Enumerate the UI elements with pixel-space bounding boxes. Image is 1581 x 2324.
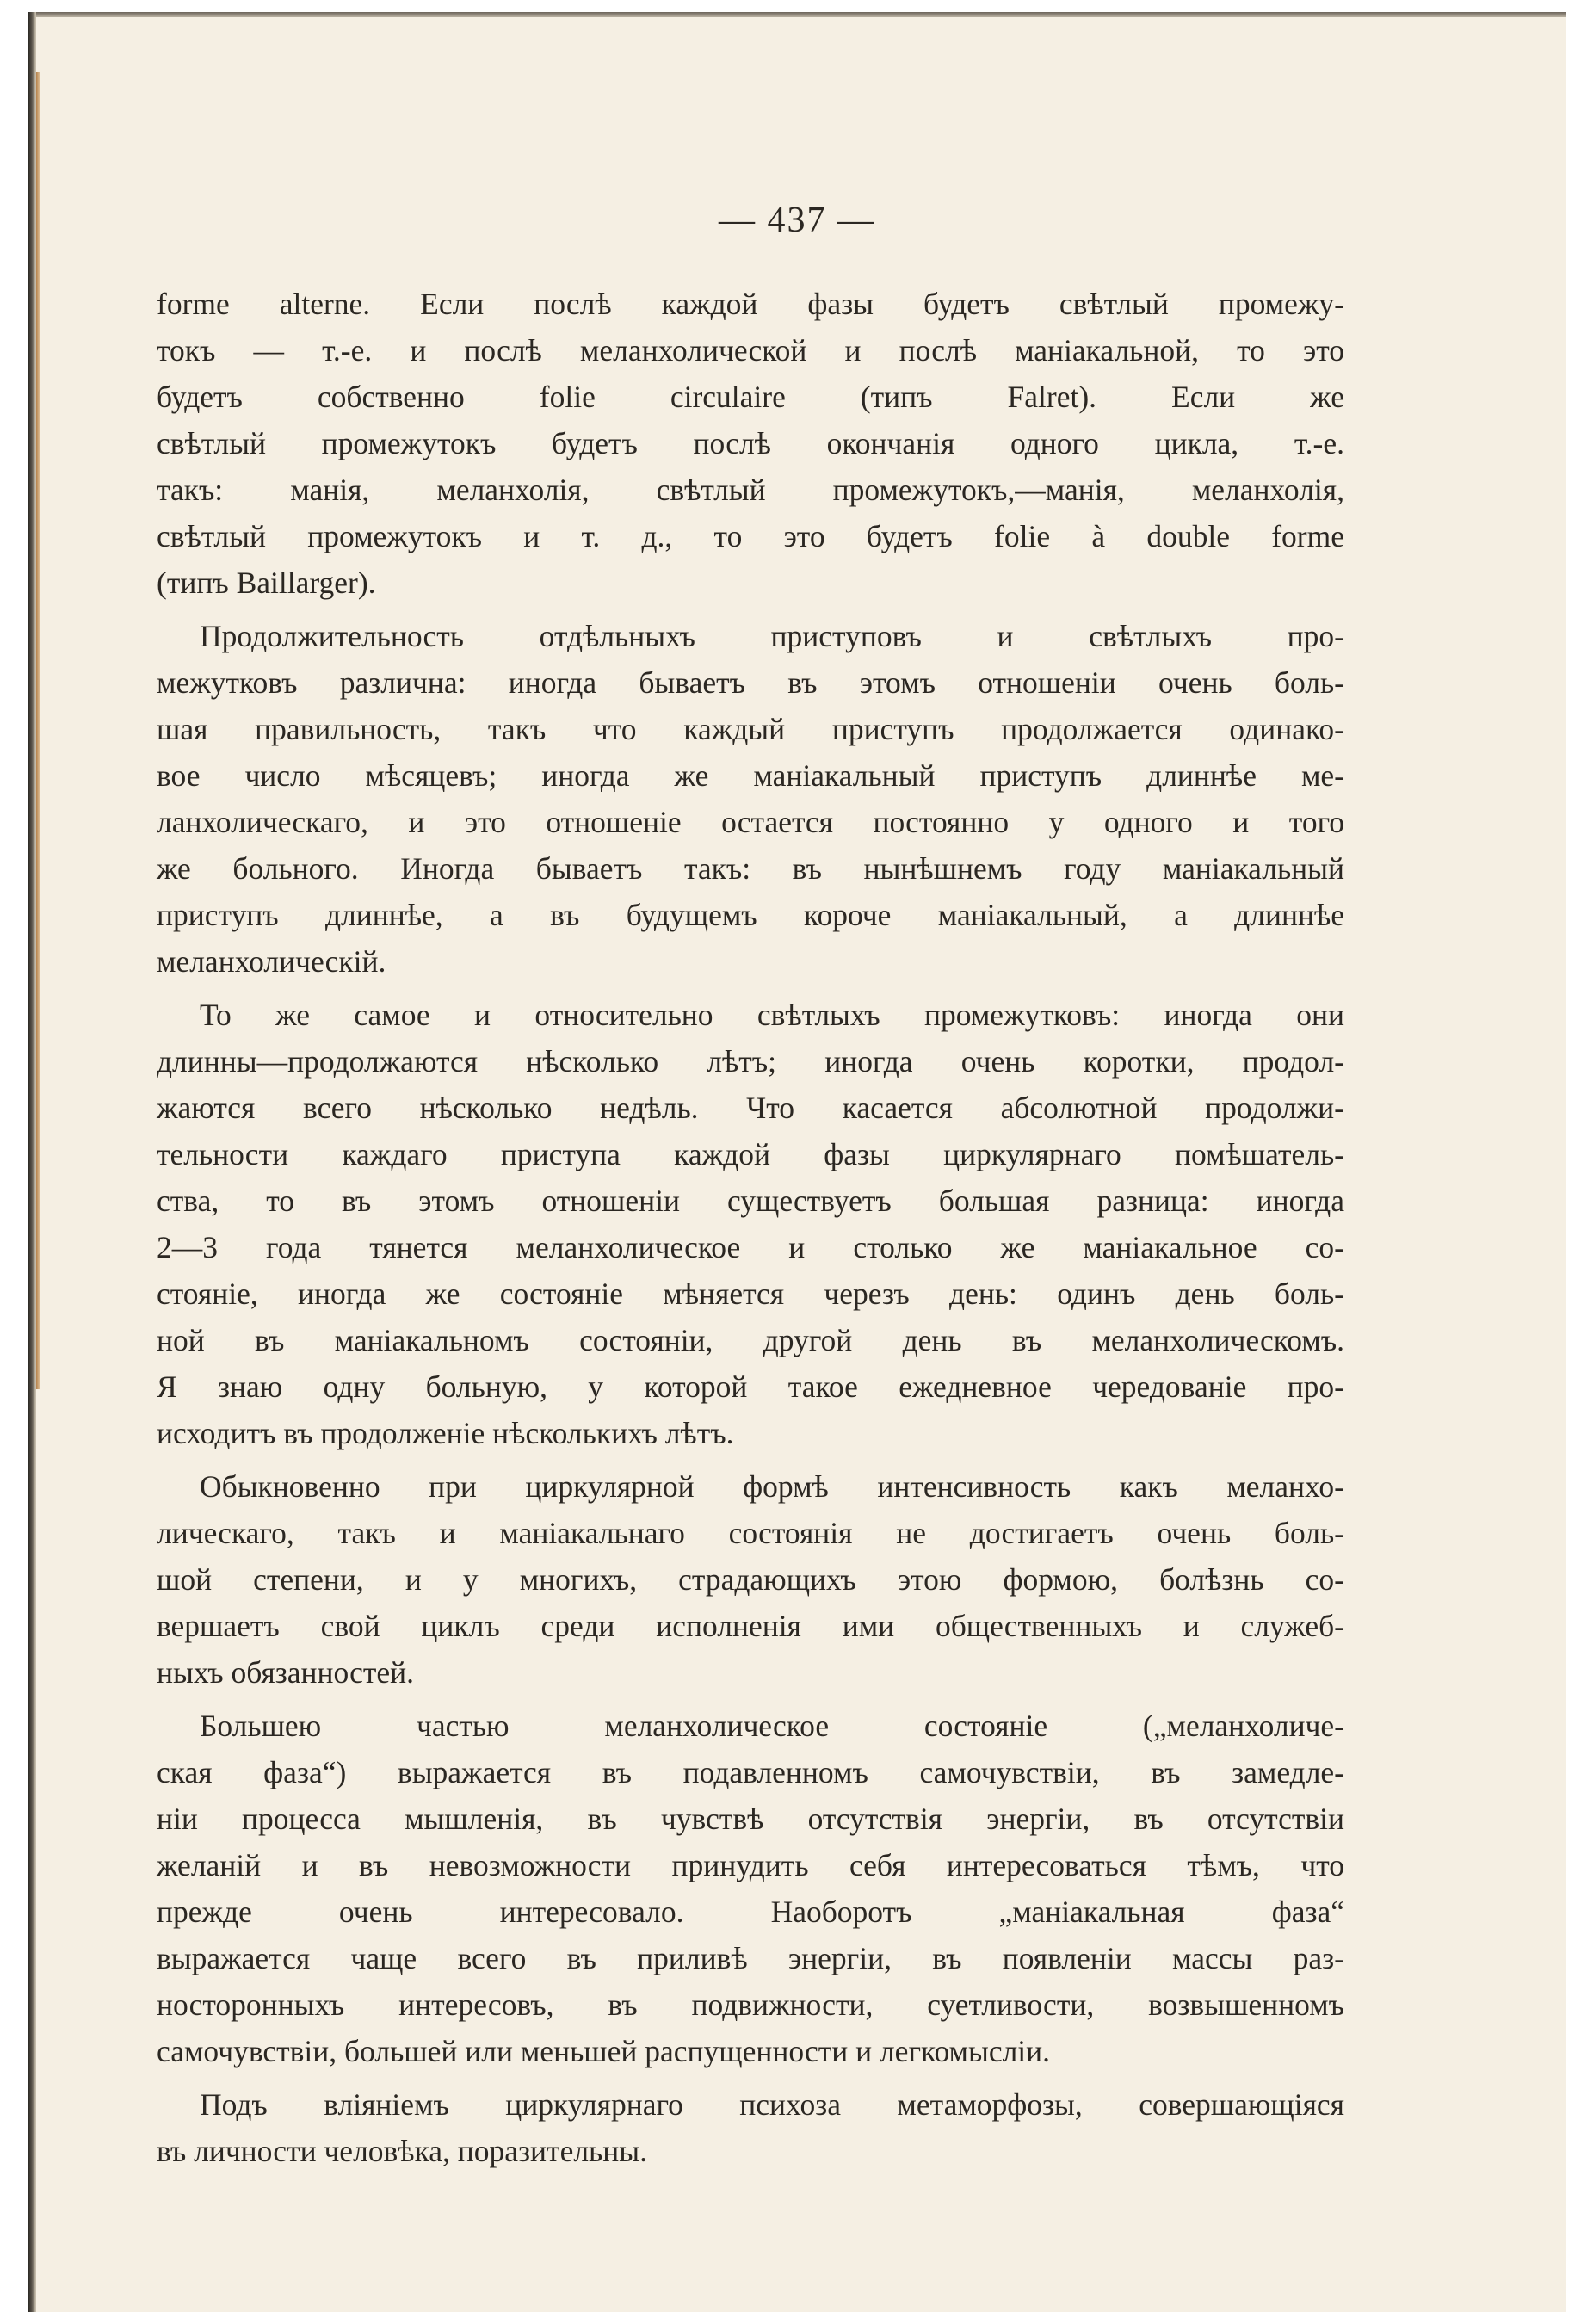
page-number: — 437 — — [719, 201, 875, 240]
text-line: 2—3 года тянется меланхолическое и столько же маніакальное со- — [157, 1230, 1344, 1264]
text-line: такъ: манія, меланхолія, свѣтлый промежутокъ,—манія, меланхолія, — [157, 473, 1344, 507]
text-line: ныхъ обязанностей. — [157, 1655, 415, 1690]
text-line: вое число мѣсяцевъ; иногда же маніакальный приступъ длиннѣе ме- — [157, 758, 1344, 793]
text-line: Я знаю одну больную, у которой такое ежедневное чередованіе про- — [157, 1369, 1344, 1404]
text-line: исходитъ въ продолженіе нѣсколькихъ лѣтъ. — [157, 1416, 734, 1450]
text-line: меланхолическій. — [157, 944, 386, 979]
text-line: forme alterne. Если послѣ каждой фазы будетъ свѣтлый промежу- — [157, 287, 1344, 321]
text-line: (типъ Baillarger). — [157, 566, 376, 600]
paragraph-gap — [157, 2074, 1344, 2081]
text-line: приступъ длиннѣе, а въ будущемъ короче маніакальный, а длиннѣе — [157, 898, 1344, 932]
page-edge-stain — [36, 72, 40, 1389]
text-line: Подъ вліяніемъ циркулярнаго психоза метаморфозы, совершающіяся — [200, 2087, 1344, 2122]
paragraph — [157, 613, 1344, 985]
paragraph-gap — [157, 606, 1344, 613]
text-line: стояніе, иногда же состояніе мѣняется черезъ день: одинъ день боль- — [157, 1276, 1344, 1311]
text-line: То же самое и относительно свѣтлыхъ промежутковъ: иногда они — [200, 998, 1344, 1032]
text-line: прежде очень интересовало. Наоборотъ „маніакальная фаза“ — [157, 1894, 1344, 1929]
page-binding-edge — [28, 12, 36, 2312]
text-line: длинны—продолжаются нѣсколько лѣтъ; иногда очень коротки, продол- — [157, 1044, 1344, 1079]
text-line: выражается чаще всего въ приливѣ энергіи, въ появленіи массы раз- — [157, 1941, 1344, 1975]
paragraph-gap — [157, 985, 1344, 992]
text-line: токъ — т.-е. и послѣ меланхолической и послѣ маніакальной, то это — [157, 333, 1344, 368]
text-line: жаются всего нѣсколько недѣль. Что касается абсолютной продолжи- — [157, 1091, 1344, 1125]
text-line: вершаетъ свой циклъ среди исполненія ими общественныхъ и служеб- — [157, 1609, 1344, 1643]
text-line: будетъ собственно folie circulaire (типъ Falret). Если же — [157, 380, 1344, 414]
text-line: Обыкновенно при циркулярной формѣ интенсивность какъ меланхо- — [200, 1469, 1344, 1504]
paragraph-gap — [157, 1696, 1344, 1703]
text-line: Продолжительность отдѣльныхъ приступовъ и свѣтлыхъ про- — [200, 619, 1344, 653]
text-line: ская фаза“) выражается въ подавленномъ самочувствіи, въ замедле- — [157, 1755, 1344, 1789]
text-line: въ личности человѣка, поразительны. — [157, 2134, 647, 2168]
text-line: самочувствіи, большей или меньшей распущенности и легкомысліи. — [157, 2034, 1051, 2068]
text-line: ства, то въ этомъ отношеніи существуетъ большая разница: иногда — [157, 1184, 1344, 1218]
text-line: шой степени, и у многихъ, страдающихъ этою формою, болѣзнь со- — [157, 1562, 1344, 1597]
paragraph — [157, 992, 1344, 1456]
body-text — [157, 281, 1344, 2174]
text-line: ланхолическаго, и это отношеніе остается постоянно у одного и того — [157, 805, 1344, 839]
text-line: свѣтлый промежутокъ и т. д., то это будетъ folie à double forme — [157, 519, 1344, 553]
text-line: межутковъ различна: иногда бываетъ въ этомъ отношеніи очень боль- — [157, 665, 1344, 700]
paragraph-gap — [157, 1456, 1344, 1463]
paragraph — [157, 1463, 1344, 1696]
paragraph — [157, 2081, 1344, 2174]
text-line: же больного. Иногда бываетъ такъ: въ нынѣшнемъ году маніакальный — [157, 851, 1344, 886]
text-line: носторонныхъ интересовъ, въ подвижности, суетливости, возвышенномъ — [157, 1987, 1344, 2022]
text-line: лическаго, такъ и маніакальнаго состоянія не достигаетъ очень боль- — [157, 1516, 1344, 1550]
text-line: ной въ маніакальномъ состояніи, другой день въ меланхолическомъ. — [157, 1323, 1344, 1357]
text-line: свѣтлый промежутокъ будетъ послѣ окончанія одного цикла, т.-е. — [157, 426, 1344, 460]
text-line: желаній и въ невозможности принудить себя интересоваться тѣмъ, что — [157, 1848, 1344, 1882]
text-line: Большею частью меланхолическое состояніе („меланхоличе- — [200, 1709, 1344, 1743]
text-line: шая правильность, такъ что каждый приступъ продолжается одинако- — [157, 712, 1344, 746]
book-page — [28, 12, 1566, 2312]
paragraph — [157, 281, 1344, 606]
text-line: ніи процесса мышленія, въ чувствѣ отсутствія энергіи, въ отсутствіи — [157, 1802, 1344, 1836]
paragraph — [157, 1703, 1344, 2074]
text-line: тельности каждаго приступа каждой фазы циркулярнаго помѣшатель- — [157, 1137, 1344, 1171]
page-top-edge — [28, 12, 1566, 17]
